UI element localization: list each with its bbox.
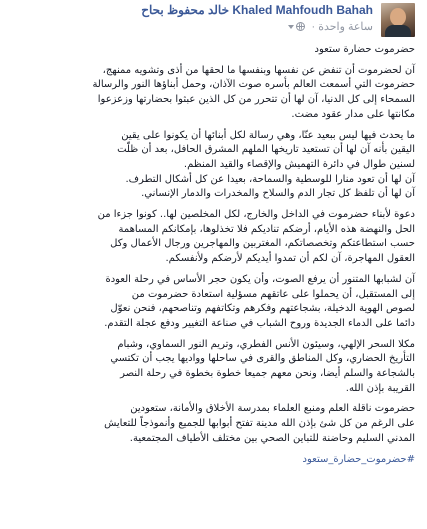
- chevron-down-icon[interactable]: [288, 25, 294, 29]
- hashtag-paragraph: [12, 453, 415, 468]
- post-meta: [288, 20, 373, 33]
- post-paragraphs: [12, 64, 415, 447]
- post-paragraph: [12, 64, 415, 123]
- avatar-suit: [385, 25, 411, 37]
- post-paragraph: [12, 208, 415, 267]
- post-line: ما يحدث فيها ليس ببعيد عنّا، وهي رسالة لكل أبنائها أن يكونوا على يقين: [121, 129, 415, 141]
- post-paragraph: [12, 338, 415, 397]
- post-line: لسنين طوال في دائرة التهميش والإقصاء والقيد المنظم.: [183, 158, 415, 170]
- post-line: التأريخ الحضاري، وكل المناطق والقرى في ساحلها وواديها يجب أن تكتسي: [110, 353, 415, 365]
- post-body: [8, 40, 419, 467]
- post-paragraph: [12, 273, 415, 332]
- post-line: اليقين بأنه آن لها أن تستعيد تاريخها الملهم المشرق الحافل، بعد أن ظلّت: [117, 144, 415, 156]
- post-paragraph: [12, 402, 415, 446]
- post-line: حضرموت التي أسمعت العالم بأسره صوت الآذان، وحمل أبناؤها النور والرسالة: [92, 79, 415, 91]
- post-title: حضرموت حضارة ستعود: [314, 44, 415, 55]
- post-line: آن لها أن تلفظ كل تجار الدم والسلاح والمخدرات والدمار الإنساني.: [141, 188, 415, 200]
- post-line: العقول المهاجرة، آن لكم أن تمدوا أيديكم لأرضكم ولأنفسكم.: [165, 253, 415, 265]
- avatar-face: [390, 8, 406, 26]
- post-line: آن لشبابها المتنور أن يرفع الصوت، وأن يكون حجر الأساس في رحلة العودة: [105, 273, 415, 285]
- post-line: آن لحضرموت أن تنفض عن نفسها وبنفسها ما لحقها من أذى وتشويه ممنهج،: [102, 64, 415, 76]
- post-line: آن لها أن تعود منارا للوسطية والسماحة، بعيدا عن كل أشكال التطرف.: [125, 173, 415, 185]
- post-line: على الرغم من كل شئ بإذن الله مدينة تفتح أبوابها للجميع وأنموذجاً للتعايش: [104, 418, 415, 430]
- author-avatar[interactable]: [381, 3, 415, 37]
- post-line: الحل والنهضة هذه الأيام، أرضكم تناديكم فلا تخذلوها، بإمكانكم المساهمة: [118, 223, 415, 235]
- post-line: المدني السليم وحاضنة للتباين الصحي بين مختلف الأطياف المجتمعية.: [129, 432, 415, 444]
- post-line: حضرموت ناقلة العلم ومنبع العلماء بمدرسة الأخلاق والأمانة، ستعودين: [130, 403, 415, 415]
- post-line: لصوص الهوية الدخيلة، بشجاعتهم وفكرهم وتكاتفهم وتناصحهم، فنحن نعوّل: [110, 303, 415, 315]
- globe-icon[interactable]: [296, 22, 305, 31]
- post-line: دعوة لأبناء حضرموت في الداخل والخارج، لكل المخلصين لها.. كونوا جزءا من: [97, 209, 415, 221]
- author-name[interactable]: Khaled Mahfoudh Bahah خالد محفوظ بحاح: [141, 3, 373, 17]
- post-title-paragraph: [12, 43, 415, 58]
- post-timestamp[interactable]: ساعة واحدة ·: [311, 21, 373, 33]
- post-line: بالشجاعة والسلم أيضا، ونحن معهم جميعا خطوة بخطوة في رحلة النصر: [120, 368, 415, 380]
- post-paragraph: [12, 129, 415, 203]
- post-line: دائما على الدماء الجديدة وروح الشباب في صناعة التغيير ودفع عجلة التقدم.: [104, 317, 415, 329]
- post-line: حسب استطاعتكم وتخصصاتكم، المغتربين والمهاجرين ورجال الأعمال وكل: [110, 238, 415, 250]
- post-line: السمحاء إلى كل الدنيا، آن لها أن تتحرر من كل الذين عبثوا بحضارتها وزعزعوا: [97, 94, 415, 106]
- post-line: القريبة بإذن الله.: [345, 382, 415, 394]
- post-line: مكانتها على مدار عقود مضت.: [291, 108, 415, 120]
- post-line: مكلا السحر الإلهي، وسيئون الأنس الفطري، وتريم النور السماوي، وشبام: [117, 338, 415, 350]
- post-header: [8, 0, 419, 40]
- hashtag-link[interactable]: #حضرموت_حضارة_ستعود: [302, 453, 415, 465]
- post-line: إلى المستقبل، أن يحملوا على عاتقهم مسؤلية استعادة حضرموت من: [131, 288, 415, 300]
